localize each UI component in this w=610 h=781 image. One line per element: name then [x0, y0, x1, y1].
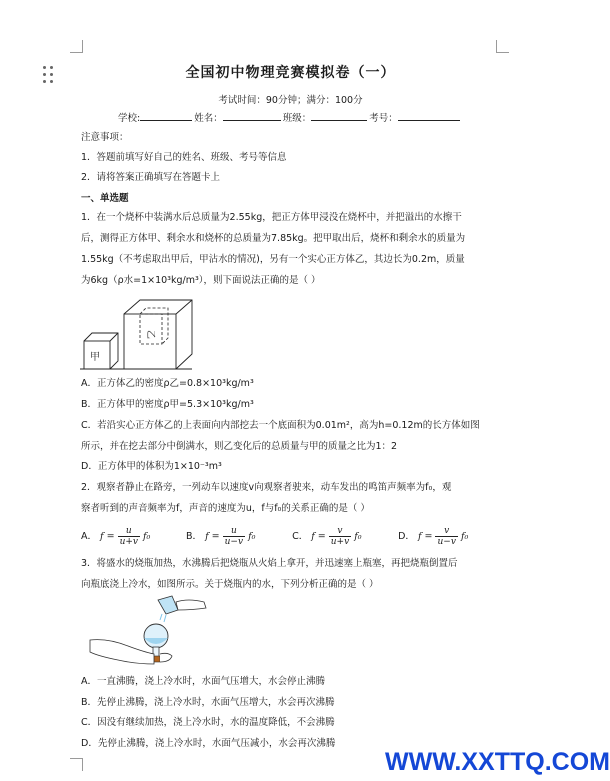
question-1-option-d: D．正方体甲的体积为1×10⁻³m³	[81, 461, 222, 472]
corner-mark-bottom-left	[70, 758, 83, 771]
question-3-line: 3．将盛水的烧瓶加热，水沸腾后把烧瓶从火焰上拿开，并迅速塞上瓶塞，再把烧瓶倒置后	[81, 558, 458, 569]
site-watermark: WWW.XXTTQ.COM	[385, 748, 610, 776]
question-1-line: 1.55kg（不考虑取出甲后，甲沾水的情况)，另有一个实心正方体乙，其边长为0.2m，质量	[81, 254, 465, 265]
note-item: 1．答题前填写好自己的姓名、班级、考号等信息	[81, 152, 287, 163]
corner-mark-top-right	[496, 40, 509, 53]
school-blank[interactable]	[140, 110, 192, 121]
corner-mark-top-left	[70, 40, 83, 53]
flask-figure	[88, 594, 210, 672]
notes-title: 注意事项：	[81, 132, 129, 143]
question-1-option-a: A．正方体乙的密度ρ乙=0.8×10³kg/m³	[81, 378, 254, 389]
question-1-line: 为6kg（ρ水=1×10³kg/m³），则下面说法正确的是（ ）	[81, 275, 321, 286]
question-2-line: 2．观察者静止在路旁，一列动车以速度v向观察者驶来，动车发出的鸣笛声频率为f₀，观	[81, 482, 452, 493]
question-1-option-c-cont: 所示，并在挖去部分中倒满水，则乙变化后的总质量与甲的质量之比为1：2	[81, 441, 398, 452]
class-label: 班级：	[282, 113, 312, 124]
question-3-line: 向瓶底浇上冷水，如图所示。关于烧瓶内的水，下列分析正确的是（ ）	[81, 579, 379, 590]
class-blank[interactable]	[311, 110, 367, 121]
cube-jia-label: 甲	[90, 352, 100, 363]
question-2-option-b: B． f = $\frac{u}{u-v}$ f₀	[186, 526, 256, 547]
cubes-figure	[80, 296, 195, 372]
question-2-options	[81, 526, 498, 547]
question-1-line: 1．在一个烧杯中装满水后总质量为2.55kg，把正方体甲浸没在烧杯中，并把溢出的水擦干	[81, 212, 462, 223]
section-heading: 一、单选题	[81, 193, 129, 204]
note-item: 2．请将答案正确填写在答题卡上	[81, 172, 221, 183]
question-1-option-b: B．正方体甲的密度ρ甲=5.3×10³kg/m³	[81, 399, 254, 410]
student-info-fields	[118, 110, 462, 124]
question-3-option-a: A．一直沸腾，浇上冷水时，水面气压增大，水会停止沸腾	[81, 676, 325, 687]
school-label: 学校:	[118, 113, 141, 124]
cube-yi-label: 乙	[145, 330, 155, 340]
name-blank[interactable]	[223, 110, 281, 121]
question-2-line: 察者听到的声音频率为f，声音的速度为u，f与f₀的关系正确的是（ ）	[81, 503, 370, 514]
question-2-option-c: C． f = $\frac{v}{u+v}$ f₀	[292, 526, 362, 547]
number-blank[interactable]	[398, 110, 460, 121]
question-3-option-b: B．先停止沸腾，浇上冷水时，水面气压增大，水会再次沸腾	[81, 697, 335, 708]
name-label: 姓名：	[194, 113, 223, 124]
question-2-option-a: A． f = $\frac{u}{u+v}$ f₀	[81, 526, 151, 547]
question-2-option-d: D． f = $\frac{v}{u-v}$ f₀	[398, 526, 469, 547]
question-1-line: 后，测得正方体甲、剩余水和烧杯的总质量为7.85kg。把甲取出后，烧杯和剩余水的质量为	[81, 233, 466, 244]
exam-info: 考试时间：90分钟；满分：100分	[218, 95, 363, 106]
question-3-option-c: C．因没有继续加热，浇上冷水时，水的温度降低，不会沸腾	[81, 717, 335, 728]
question-3-option-d: D．先停止沸腾，浇上冷水时，水面气压减小，水会再次沸腾	[81, 738, 336, 749]
page-title: 全国初中物理竞赛模拟卷（一）	[185, 65, 396, 81]
number-label: 考号：	[369, 113, 398, 124]
question-1-option-c: C．若沿实心正方体乙的上表面向内部挖去一个底面积为0.01m²，高为h=0.12m的长方体如图	[81, 420, 480, 431]
